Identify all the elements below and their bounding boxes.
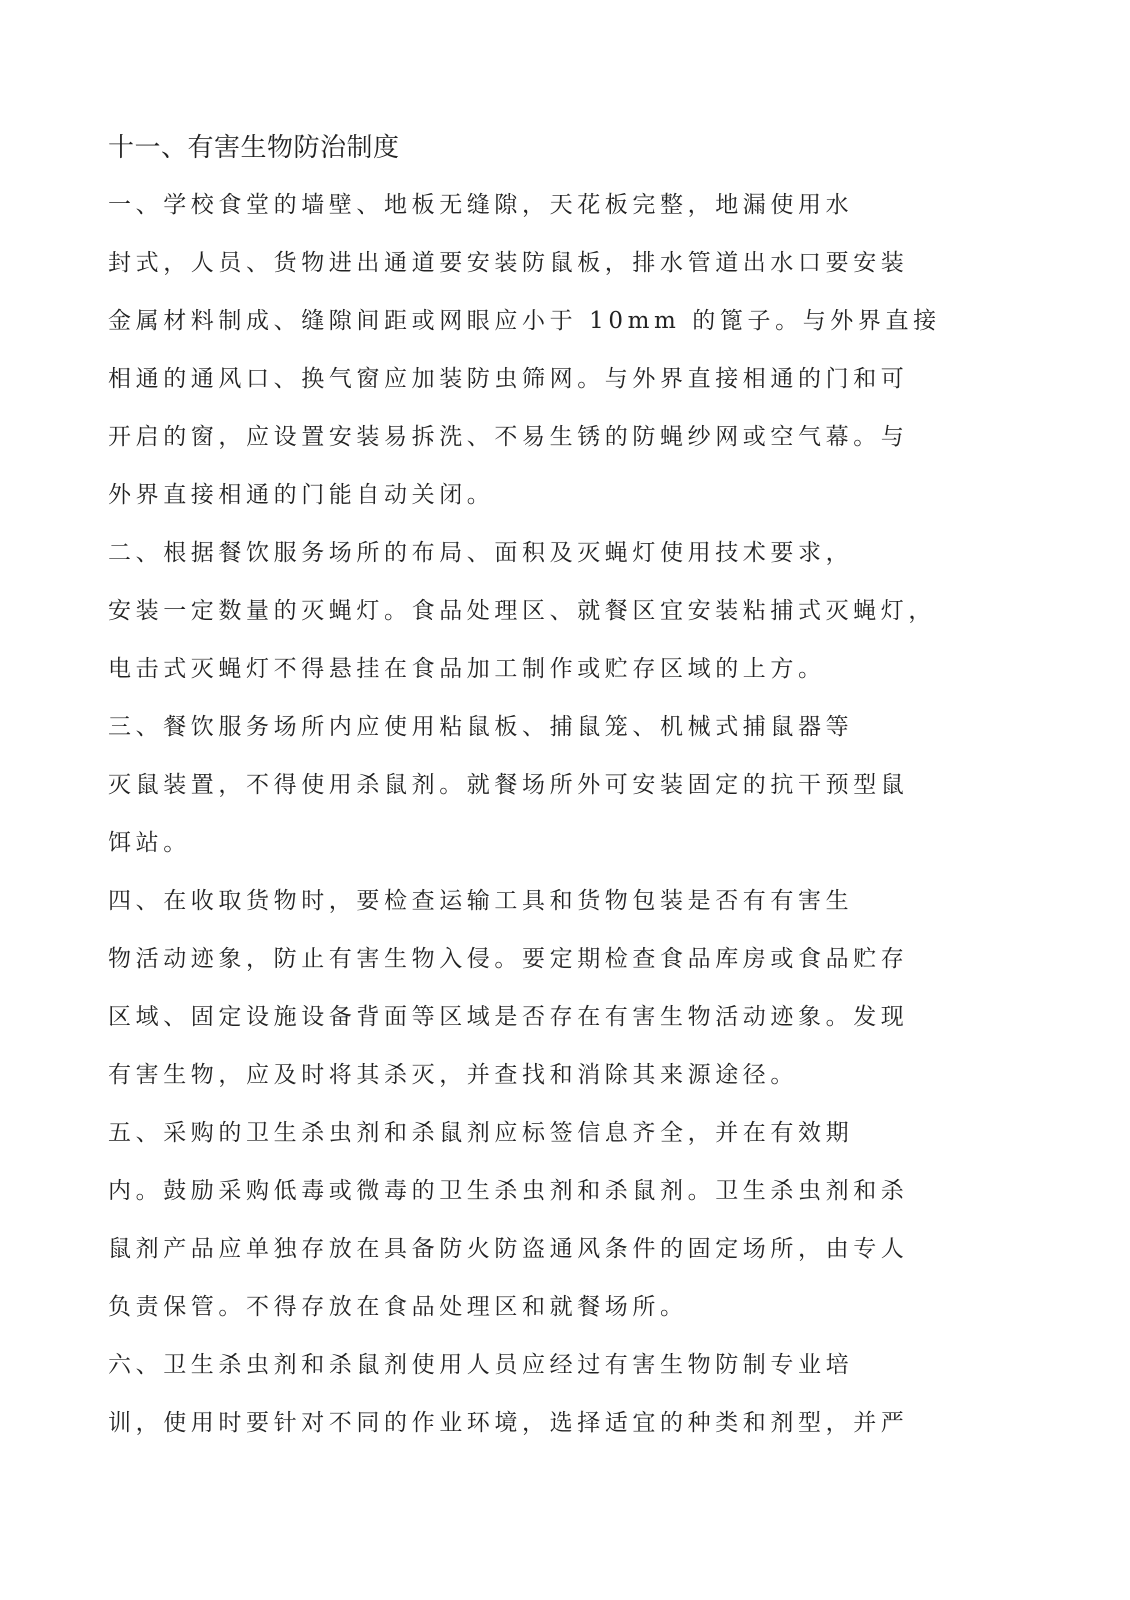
paragraph-line: 电击式灭蝇灯不得悬挂在食品加工制作或贮存区域的上方。: [108, 656, 826, 682]
paragraph-line: 训，使用时要针对不同的作业环境，选择适宜的种类和剂型，并严: [108, 1410, 909, 1436]
paragraph-line: 金属材料制成、缝隙间距或网眼应小于 10mm 的篦子。与外界直接: [108, 308, 941, 334]
paragraph-line: 外界直接相通的门能自动关闭。: [108, 482, 495, 508]
paragraph-line: 一、学校食堂的墙壁、地板无缝隙，天花板完整，地漏使用水: [108, 192, 854, 218]
paragraph-line: 负责保管。不得存放在食品处理区和就餐场所。: [108, 1294, 688, 1320]
paragraph-line: 相通的通风口、换气窗应加装防虫筛网。与外界直接相通的门和可: [108, 366, 909, 392]
paragraph-line: 饵站。: [108, 830, 191, 856]
paragraph-line: 灭鼠装置，不得使用杀鼠剂。就餐场所外可安装固定的抗干预型鼠: [108, 772, 909, 798]
paragraph-line: 有害生物，应及时将其杀灭，并查找和消除其来源途径。: [108, 1062, 798, 1088]
paragraph-line: 三、餐饮服务场所内应使用粘鼠板、捕鼠笼、机械式捕鼠器等: [108, 714, 854, 740]
paragraph-line: 六、卫生杀虫剂和杀鼠剂使用人员应经过有害生物防制专业培: [108, 1352, 854, 1378]
paragraph-line: 内。鼓励采购低毒或微毒的卫生杀虫剂和杀鼠剂。卫生杀虫剂和杀: [108, 1178, 909, 1204]
paragraph-line: 四、在收取货物时，要检查运输工具和货物包装是否有有害生: [108, 888, 854, 914]
paragraph-line: 区域、固定设施设备背面等区域是否存在有害生物活动迹象。发现: [108, 1004, 909, 1030]
paragraph-line: 物活动迹象，防止有害生物入侵。要定期检查食品库房或食品贮存: [108, 946, 909, 972]
paragraph-line: 封式，人员、货物进出通道要安装防鼠板，排水管道出水口要安装: [108, 250, 909, 276]
paragraph-line: 鼠剂产品应单独存放在具备防火防盗通风条件的固定场所，由专人: [108, 1236, 909, 1262]
paragraph-line: 安装一定数量的灭蝇灯。食品处理区、就餐区宜安装粘捕式灭蝇灯，: [108, 598, 936, 624]
document-title: 十一、有害生物防治制度: [108, 133, 400, 163]
paragraph-line: 开启的窗，应设置安装易拆洗、不易生锈的防蝇纱网或空气幕。与: [108, 424, 909, 450]
paragraph-line: 五、采购的卫生杀虫剂和杀鼠剂应标签信息齐全，并在有效期: [108, 1120, 854, 1146]
paragraph-line: 二、根据餐饮服务场所的布局、面积及灭蝇灯使用技术要求，: [108, 540, 854, 566]
